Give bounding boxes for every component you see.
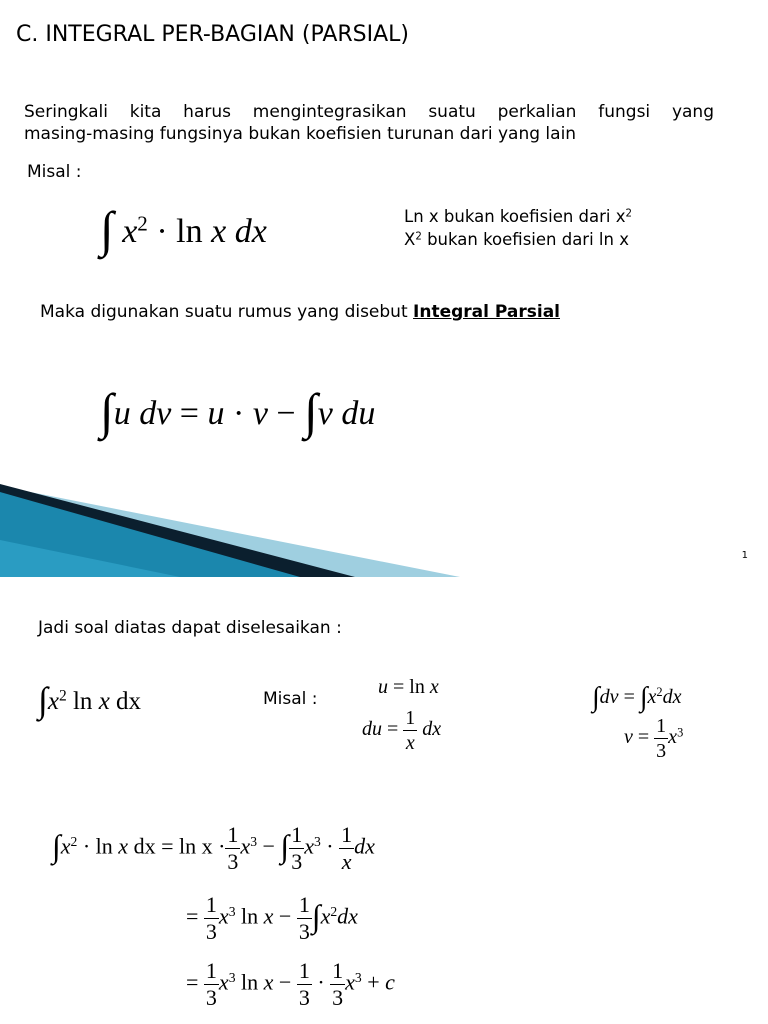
- slide-2: [0, 592, 768, 1024]
- intro-line-2: masing-masing fungsinya bukan koefisien turunan dari yang lain: [24, 124, 577, 144]
- slide-separator: [0, 577, 768, 592]
- example-integral: ∫ $x^2 \cdot \ln x$ dx: [100, 201, 267, 257]
- rumus-intro-text: Maka digunakan suatu rumus yang disebut: [40, 302, 414, 322]
- note-ln-x-sup: 2: [625, 208, 633, 220]
- note-ln-x-text: Ln x bukan koefisien dari x: [404, 207, 626, 226]
- page-number: 1: [741, 550, 748, 561]
- u-definition: u = ln x: [378, 676, 439, 698]
- intro-line-1: Seringkali kita harus mengintegrasikan suatu perkalian fungsi yang: [24, 102, 714, 122]
- note-x2-base: X: [404, 230, 416, 249]
- rumus-intro: [40, 302, 560, 322]
- misal-label-2: Misal :: [263, 689, 318, 709]
- slide-title: C. INTEGRAL PER-BAGIAN (PARSIAL): [16, 22, 410, 47]
- note-ln-x: [404, 207, 632, 226]
- intro-paragraph: [24, 101, 714, 145]
- solution-intro: Jadi soal diatas dapat diselesaikan :: [38, 618, 342, 638]
- misal-label: Misal :: [27, 162, 82, 182]
- note-x2-sup: 2: [415, 231, 422, 243]
- rumus-name: Integral Parsial: [413, 302, 560, 322]
- decorative-wedge: [0, 480, 460, 577]
- dv-definition: $\int dv = \int x^2dx$: [592, 682, 682, 713]
- solution-step-3: = $\frac{1}{3}$ $x^3$ ln x − $\frac{1}{3}$ · $\frac{1}{3}$ $x^3 + c$: [186, 958, 395, 1010]
- v-definition: v = $\frac{1}{3}$ $x^3$: [624, 715, 684, 762]
- note-x2-text: bukan koefisien dari ln x: [421, 230, 629, 249]
- note-x2: [404, 230, 629, 249]
- problem-integral: $\int x^2$ ln x dx: [38, 680, 142, 720]
- solution-step-2: = $\frac{1}{3}$ $x^3$ ln x − $\frac{1}{3}$ $\int x^2dx$: [186, 892, 358, 944]
- solution-step-1: $\int x^2 \cdot \ln x$ dx = ln x · $\frac{1}{3}$ $x^3$ − ∫ $\frac{1}{3}$ $x^3$ · $\frac{1}{x}$ dx: [52, 822, 375, 874]
- du-definition: du = $\frac{1}{x}$ dx: [362, 707, 442, 754]
- integration-by-parts-formula: ∫u dv = u · v − ∫v du: [100, 383, 376, 439]
